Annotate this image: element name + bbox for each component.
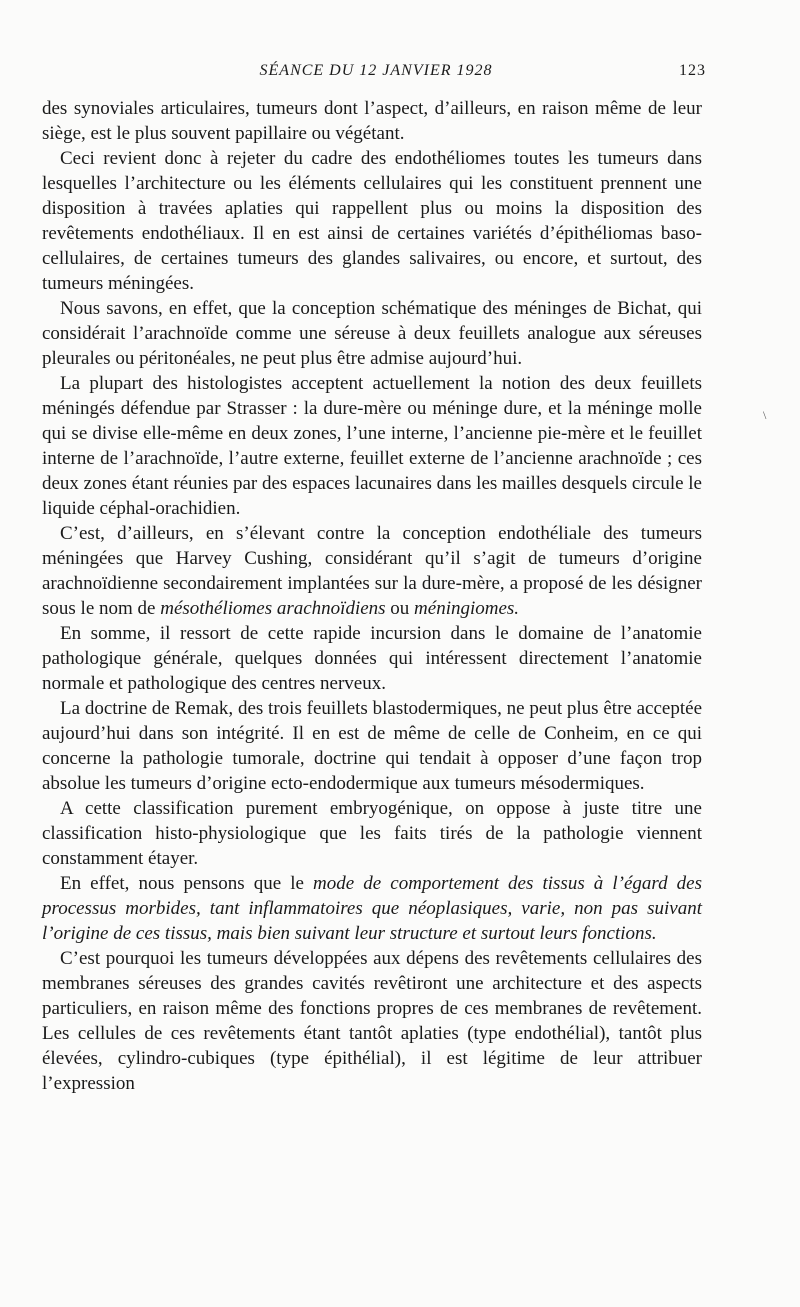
running-title: SÉANCE DU 12 JANVIER 1928 bbox=[259, 62, 493, 79]
paragraph-text: En effet, nous pensons que le bbox=[60, 873, 314, 894]
paragraph bbox=[42, 296, 702, 371]
paragraph-text: ou bbox=[385, 598, 415, 619]
paragraph-text: En somme, il ressort de cette rapide incursion dans le domaine de l’anatomie pathologique générale, quelques données qui intéressent directement l’anatomie normale et pathologique des centres nerveux. bbox=[42, 623, 702, 694]
paragraph bbox=[42, 621, 702, 696]
italic-text: mésothéliomes arachnoïdiens bbox=[160, 598, 386, 619]
paragraph-text: C’est, d’ailleurs, en s’élevant contre la conception endothéliale des tumeurs méningées que Harvey Cushing, considérant qu’il s’agit de tumeurs d’origine arachnoïdienne secondairement implantées sur la dure-mère, a proposé de les désigner sous le nom de bbox=[42, 523, 702, 619]
body-text bbox=[42, 96, 702, 1096]
margin-mark: \ bbox=[763, 408, 767, 422]
paragraph bbox=[42, 146, 702, 296]
paragraph-text: La plupart des histologistes acceptent actuellement la notion des deux feuillets méningés défendue par Strasser : la dure-mère ou méninge dure, et la méninge molle qui se divise elle-même en deux zones, l’une interne, l’ancienne pie-mère et le feuillet interne de l’arachnoïde, l’autre externe, feuillet externe de l’ancienne arachnoïde ; ces deux zones étant réunies par des espaces lacunaires dans les mailles desquels circule le liquide céphal-orachidien. bbox=[42, 373, 702, 519]
paragraph bbox=[42, 946, 702, 1096]
italic-text: méningiomes. bbox=[414, 598, 520, 619]
paragraph bbox=[42, 96, 702, 146]
paragraph-text: Nous savons, en effet, que la conception schématique des méninges de Bichat, qui considérait l’arachnoïde comme une séreuse à deux feuillets analogue aux séreuses pleurales ou péritonéales, ne peut plus être admise aujourd’hui. bbox=[42, 298, 702, 369]
paragraph-text: La doctrine de Remak, des trois feuillets blastodermiques, ne peut plus être acceptée aujourd’hui dans son intégrité. Il en est de même de celle de Conheim, en ce qui concerne la pathologie tumorale, doctrine qui tendait à opposer d’une façon trop absolue les tumeurs d’origine ecto-endodermique aux tumeurs mésodermiques. bbox=[42, 698, 702, 794]
paragraph-text: C’est pourquoi les tumeurs développées aux dépens des revêtements cellulaires des membranes séreuses des grandes cavités revêtiront une architecture et des aspects particuliers, en raison même des fonctions propres de ces membranes de revêtement. Les cellules de ces revêtements étant tantôt aplaties (type endothélial), tantôt plus élevées, cylindro-cubiques (type épithélial), il est légitime de leur attribuer l’expression bbox=[42, 948, 702, 1094]
paragraph bbox=[42, 696, 702, 796]
paragraph bbox=[42, 521, 702, 621]
italic-text: mode de comportement des tissus à l’égard des processus morbides, tant inflammatoires que néoplasiques, varie, non pas suivant l’origine de ces tissus, mais bien suivant leur structure et surtout leurs fonctions. bbox=[42, 873, 702, 944]
paragraph bbox=[42, 371, 702, 521]
running-head bbox=[46, 62, 706, 84]
paragraph bbox=[42, 796, 702, 871]
paragraph-text: A cette classification purement embryogénique, on oppose à juste titre une classification histo-physiologique que les faits tirés de la pathologie viennent constamment étayer. bbox=[42, 798, 702, 869]
paragraph bbox=[42, 871, 702, 946]
paragraph-text: des synoviales articulaires, tumeurs dont l’aspect, d’ailleurs, en raison même de leur siège, est le plus souvent papillaire ou végétant. bbox=[42, 98, 702, 144]
page-number: 123 bbox=[679, 62, 706, 79]
paragraph-text: Ceci revient donc à rejeter du cadre des endothéliomes toutes les tumeurs dans lesquelles l’architecture ou les éléments cellulaires qui les constituent prennent une disposition à travées aplaties qui rappellent plus ou moins la disposition des revêtements endothéliaux. Il en est ainsi de certaines variétés d’épithéliomas baso-cellulaires, de certaines tumeurs des glandes salivaires, ou encore, et surtout, des tumeurs méningées. bbox=[42, 148, 702, 294]
